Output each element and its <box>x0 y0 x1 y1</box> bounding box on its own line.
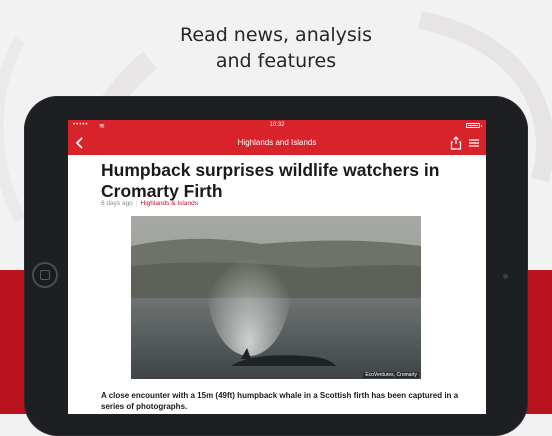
image-caption: A close encounter with a 15m (49ft) humpback whale in a Scottish firth has been captured in a series of photographs. <box>101 391 459 411</box>
home-button[interactable] <box>32 262 58 288</box>
meta-separator: | <box>135 200 138 207</box>
status-time: 10:32 <box>269 122 285 128</box>
share-icon[interactable] <box>450 136 462 150</box>
app-screen <box>68 120 486 414</box>
battery-icon <box>466 123 480 128</box>
article-image[interactable] <box>131 216 421 379</box>
nav-bar <box>68 131 486 155</box>
promo-headline-line1: Read news, analysis <box>180 24 372 46</box>
article-title: Humpback surprises wildlife watchers in Cromarty Firth <box>101 160 440 201</box>
status-bar <box>68 120 486 131</box>
whale-photo <box>131 216 421 379</box>
menu-icon[interactable] <box>468 137 480 149</box>
article-age: 6 days ago <box>101 200 133 207</box>
nav-title: Highlands and Islands <box>237 138 317 147</box>
image-credit: EcoVentures, Cromarty <box>365 372 417 378</box>
promo-headline <box>0 22 552 74</box>
article-meta <box>101 200 198 207</box>
signal-icon: ••••• <box>73 122 89 128</box>
promo-headline-line2: and features <box>215 50 337 72</box>
camera-dot <box>503 274 508 279</box>
wifi-icon: ≋ <box>99 123 105 130</box>
section-link[interactable]: Highlands & Islands <box>140 200 198 207</box>
